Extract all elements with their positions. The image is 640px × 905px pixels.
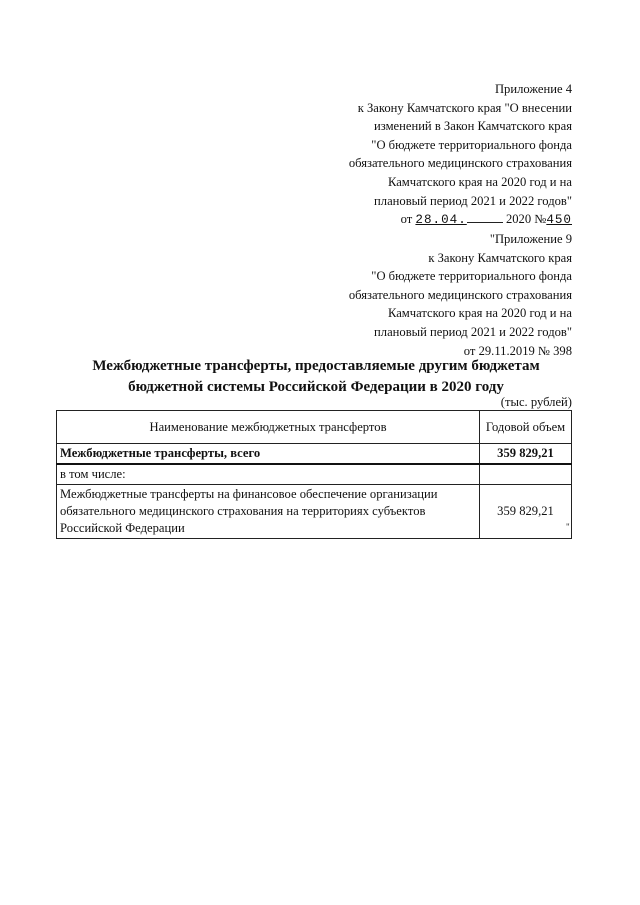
- number-value: 450: [546, 213, 572, 228]
- appendix-4-line: плановый период 2021 и 2022 годов": [374, 193, 572, 208]
- appendix-4-line: к Закону Камчатского края "О внесении: [357, 100, 572, 115]
- appendix-9-line: обязательного медицинского страхования: [348, 287, 572, 302]
- title-line-1: Межбюджетные трансферты, предоставляемые другим бюджетам: [92, 358, 540, 374]
- date-value: 28.04.: [415, 213, 467, 228]
- appendix-9-line: "Приложение 9: [489, 232, 572, 246]
- date-blank: [467, 211, 503, 223]
- appendix-4-date-line: [349, 210, 572, 230]
- table-row-item: [57, 485, 572, 539]
- number-prefix: №: [534, 212, 547, 227]
- including-empty-cell: [480, 464, 572, 485]
- year-value: 2020: [505, 212, 532, 227]
- item-value-cell: 359 829,21: [480, 485, 572, 539]
- appendix-9-header: [349, 230, 572, 360]
- total-value-cell: 359 829,21: [480, 444, 572, 465]
- transfers-table: [56, 410, 572, 539]
- date-prefix: от: [400, 212, 413, 227]
- appendix-4-line: Камчатского края на 2020 год и на: [387, 174, 572, 189]
- appendix-4-line: "О бюджете территориального фонда: [371, 137, 572, 152]
- appendix-9-line: "О бюджете территориального фонда: [371, 269, 572, 284]
- appendix-9-line: от 29.11.2019 № 398: [463, 343, 572, 358]
- appendix-4-line: изменений в Закон Камчатского края: [374, 119, 572, 134]
- units-label: (тыс. рублей): [500, 395, 572, 409]
- including-cell: в том числе:: [57, 464, 480, 485]
- table-row-total: [57, 444, 572, 465]
- appendix-4-line: Приложение 4: [494, 82, 572, 96]
- appendix-9-line: плановый период 2021 и 2022 годов": [374, 324, 572, 339]
- total-name-cell: Межбюджетные трансферты, всего: [57, 444, 480, 465]
- closing-quote: ": [566, 522, 570, 532]
- header-name-cell: Наименование межбюджетных трансфертов: [57, 411, 480, 444]
- appendix-4-header: [349, 80, 572, 230]
- document-title: [56, 356, 576, 398]
- table-header-row: [57, 411, 572, 444]
- appendix-9-line: к Закону Камчатского края: [428, 250, 572, 265]
- appendix-9-line: Камчатского края на 2020 год и на: [387, 306, 572, 321]
- title-line-2: бюджетной системы Российской Федерации в 2020 году: [128, 379, 504, 395]
- appendix-4-line: обязательного медицинского страхования: [348, 156, 572, 171]
- header-value-cell: Годовой объем: [480, 411, 572, 444]
- item-name-cell: Межбюджетные трансферты на финансовое обеспечение организации обязательного медицинского страхования на территориях субъектов Российской Федерации: [57, 485, 480, 539]
- table-row-including: [57, 464, 572, 485]
